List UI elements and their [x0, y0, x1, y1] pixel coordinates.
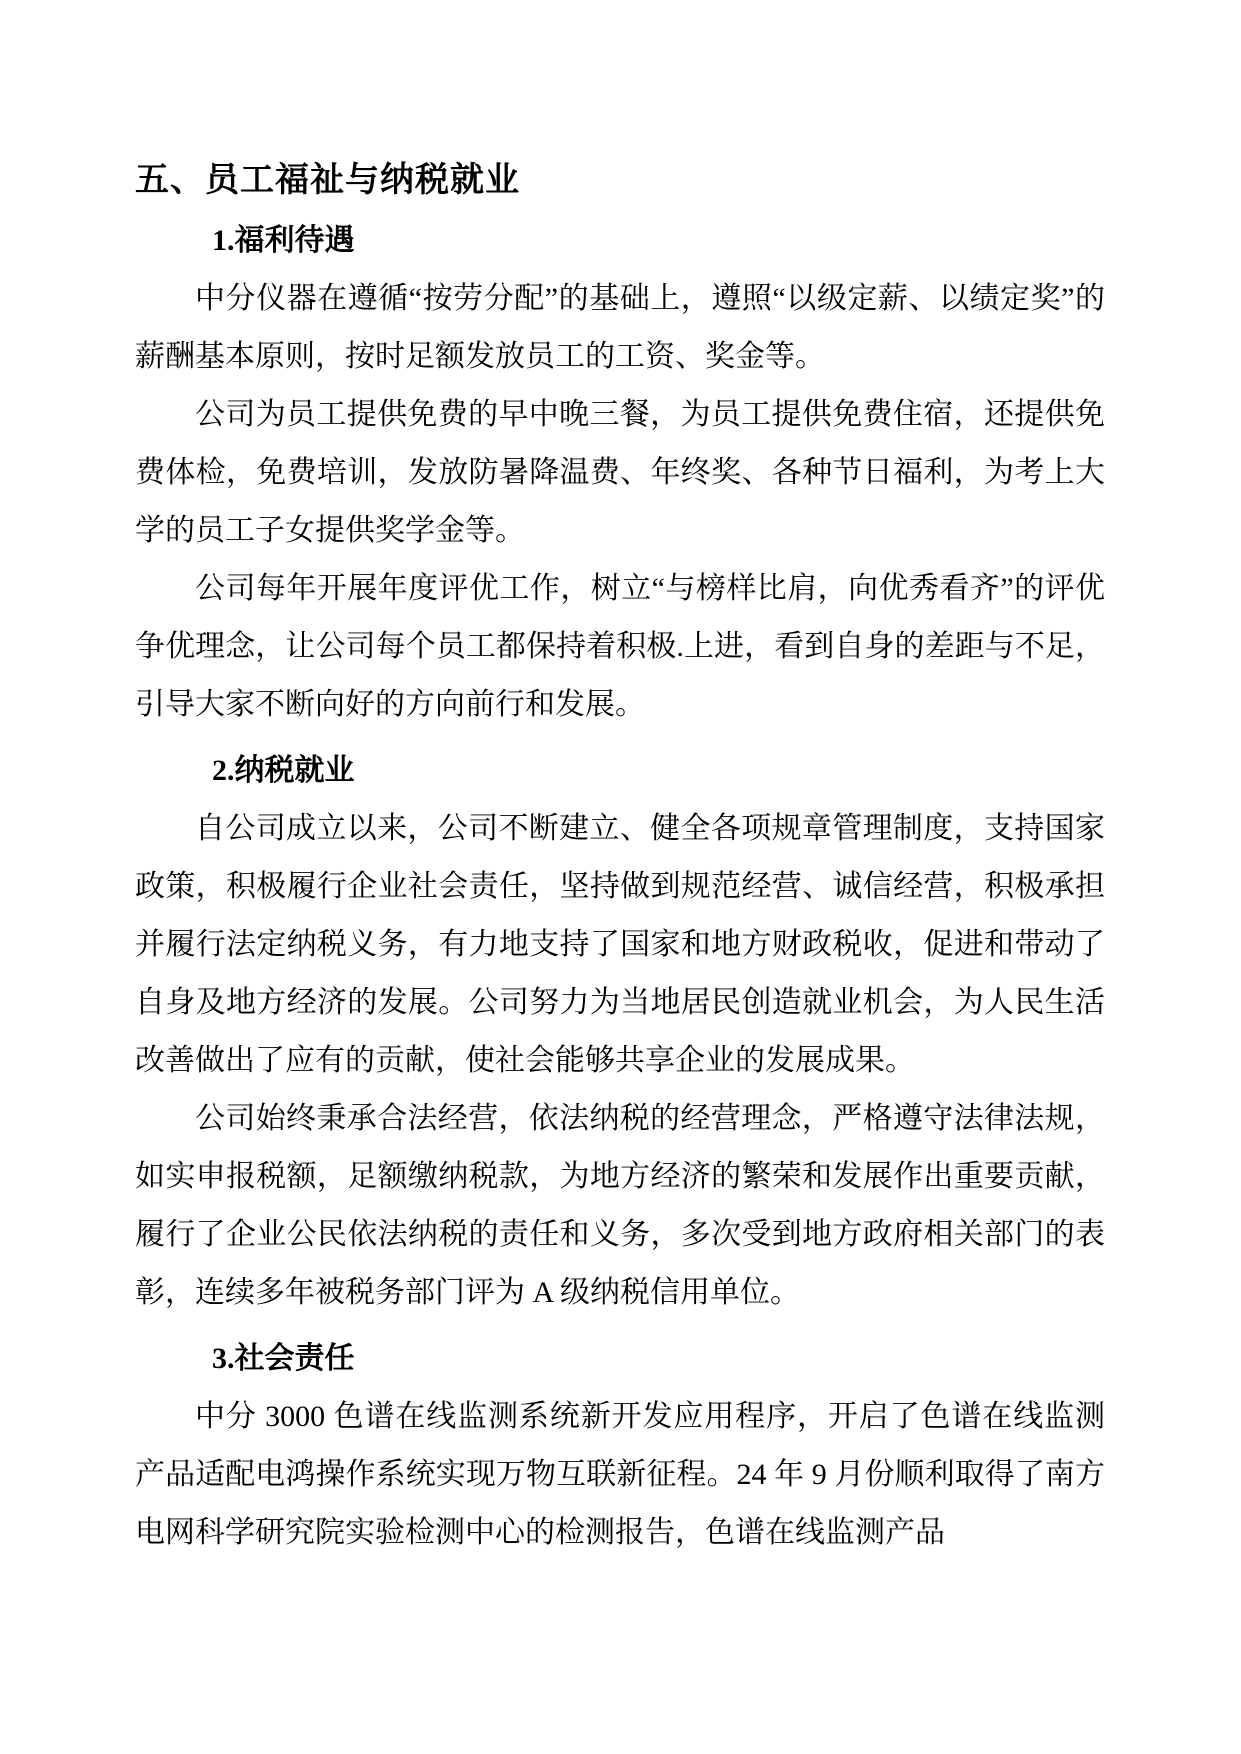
paragraph: 公司始终秉承合法经营，依法纳税的经营理念，严格遵守法律法规，如实申报税额，足额缴纳税款，为地方经济的繁荣和发展作出重要贡献，履行了企业公民依法纳税的责任和义务，多次受到地方政府相关部门的表彰，连续多年被税务部门评为 A 级纳税信用单位。 [135, 1102, 1105, 1309]
paragraph: 中分仪器在遵循“按劳分配”的基础上，遵照“以级定薪、以绩定奖”的薪酬基本原则，按时足额发放员工的工资、奖金等。 [135, 282, 1105, 373]
section-heading: 2.纳税就业 [212, 754, 355, 787]
section-heading: 1.福利待遇 [212, 224, 355, 257]
paragraph: 公司为员工提供免费的早中晚三餐，为员工提供免费住宿，还提供免费体检，免费培训，发放防暑降温费、年终奖、各种节日福利，为考上大学的员工子女提供奖学金等。 [135, 398, 1105, 547]
section-heading: 3.社会责任 [212, 1342, 355, 1375]
paragraph: 公司每年开展年度评优工作，树立“与榜样比肩，向优秀看齐”的评优争优理念，让公司每个员工都保持着积极.上进，看到自身的差距与不足，引导大家不断向好的方向前行和发展。 [135, 572, 1105, 721]
document-sections [135, 212, 1105, 1562]
paragraph: 自公司成立以来，公司不断建立、健全各项规章管理制度，支持国家政策，积极履行企业社会责任，坚持做到规范经营、诚信经营，积极承担并履行法定纳税义务，有力地支持了国家和地方财政税收，促进和带动了自身及地方经济的发展。公司努力为当地居民创造就业机会，为人民生活改善做出了应有的贡献，使社会能够共享企业的发展成果。 [135, 812, 1105, 1077]
page-title: 五、员工福祉与纳税就业 [135, 161, 520, 199]
document-content [135, 156, 1105, 1562]
paragraph: 中分 3000 色谱在线监测系统新开发应用程序，开启了色谱在线监测产品适配电鸿操作系统实现万物互联新征程。24 年 9 月份顺利取得了南方电网科学研究院实验检测中心的检测报告，色谱在线监测产品 [135, 1400, 1105, 1549]
